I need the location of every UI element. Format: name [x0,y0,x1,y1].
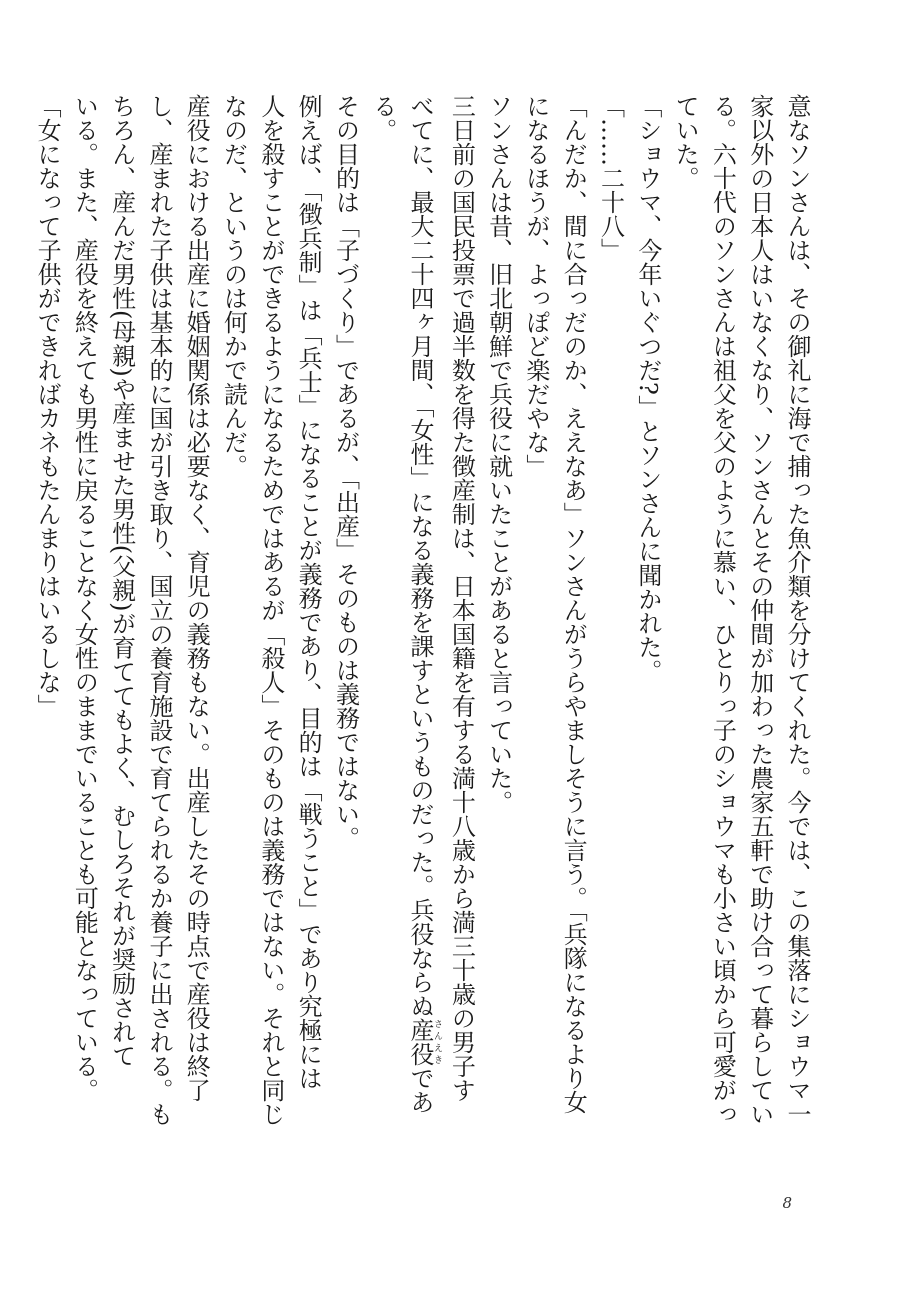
text-line: る。六十代のソンさんは祖父を父のように慕い、ひとりっ子のショウマも小さい頃から可愛がっ [708,94,737,1126]
text-line: 意なソンさんは、その御礼に海で捕った魚介類を分けてくれた。今では、この集落にショウマ一 [783,94,811,1126]
page-number: 8 [782,1194,792,1212]
vertical-text-body [33,94,815,1126]
ruby-base: 産役 [406,1018,435,1066]
text-line: ちろん、産んだ男性(母親)や産ませた男性(父親)が育ててもよく、むしろそれが奨励されて [107,94,136,1068]
text-line: ていた。 [671,94,700,190]
text-line: 産役における出産に婚姻関係は必要なく、育児の義務もない。出産したその時点で産役は終了 [182,94,211,1102]
text-line: る。 [368,94,397,142]
text-line: 「ショウマ、今年いぐつだ?」とソンさんに聞かれた。 [633,94,662,683]
text-line: になるほうが、よっぽど楽だやな」 [521,94,550,478]
ruby-line-after: であ [406,1066,435,1114]
text-line: し、産まれた子供は基本的に国が引き取り、国立の養育施設で育てられるか養子に出される。も [144,94,173,1126]
text-line: 「んだか、間に合っだのか、ええなあ」ソンさんがうらやましそうに言う。「兵隊になるより女 [559,94,588,1114]
text-line: いる。また、産役を終えても男性に戻ることなく女性のままでいることも可能となっている。 [70,94,99,1102]
text-line: 「……二十八」 [596,94,625,262]
text-line: 三日前の国民投票で過半数を得た徴産制は、日本国籍を有する満十八歳から満三十歳の男子す [447,94,476,1102]
text-line: 人を殺すことができるようになるためではあるが「殺人」そのものは義務ではない。それと同じ [256,94,285,1126]
text-line-with-ruby [401,94,443,1114]
ruby-line-before: べてに、最大二十四ヶ月間、「女性」になる義務を課すというものだった。兵役ならぬ [406,94,435,1018]
ruby-reading: さんえき [432,1018,443,1066]
ruby-word [406,1018,443,1066]
text-line: 例えば、「徴兵制」は「兵士」になることが義務であり、目的は「戦うこと」であり究極には [294,94,323,1090]
text-line: 家以外の日本人はいなくなり、ソンさんとその仲間が加わった農家五軒で助け合って暮らしてい [745,94,774,1126]
text-line: なのだ、というのは何かで読んだ。 [219,94,248,478]
text-line: ソンさんは昔、旧北朝鮮で兵役に就いたことがあると言っていた。 [484,94,513,814]
text-line: 「女になって子供ができればカネもたんまりはいるしな」 [33,94,62,718]
text-line: その目的は「子づくり」であるが、「出産」そのものは義務ではない。 [331,94,360,850]
